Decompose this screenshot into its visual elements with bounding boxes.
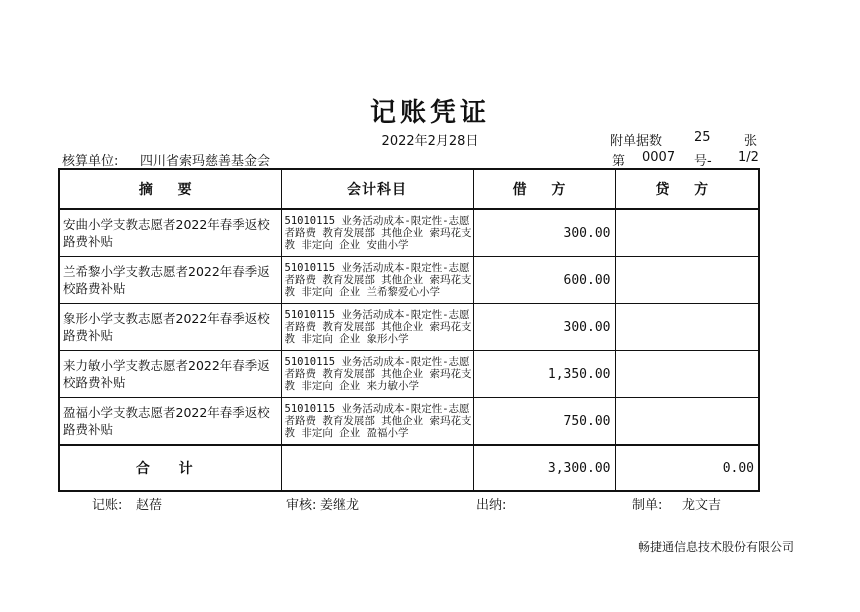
row-credit (615, 209, 759, 257)
row-debit: 750.00 (473, 398, 615, 446)
row-summary: 象形小学支教志愿者2022年春季返校路费补贴 (59, 304, 281, 351)
table-row (59, 257, 759, 304)
table-row (59, 304, 759, 351)
bookkeeper-name: 赵蓓 (136, 498, 163, 513)
header-debit: 借 方 (473, 169, 615, 209)
row-summary: 来力敏小学支教志愿者2022年春季返校路费补贴 (59, 351, 281, 398)
row-debit: 300.00 (473, 209, 615, 257)
preparer-label: 制单: (632, 498, 663, 513)
row-credit (615, 304, 759, 351)
row-summary: 安曲小学支教志愿者2022年春季返校路费补贴 (59, 209, 281, 257)
table-header-row (59, 169, 759, 209)
table-row (59, 209, 759, 257)
row-subject: 51010115 业务活动成本-限定性-志愿者路费 教育发展部 其他企业 索玛花支教 非定向 企业 安曲小学 (281, 209, 473, 257)
row-debit: 1,350.00 (473, 351, 615, 398)
table-row (59, 398, 759, 446)
header-summary: 摘 要 (59, 169, 281, 209)
row-subject: 51010115 业务活动成本-限定性-志愿者路费 教育发展部 其他企业 索玛花支教 非定向 企业 兰希黎爱心小学 (281, 257, 473, 304)
voucher-title: 记账凭证 (369, 98, 490, 128)
total-debit: 3,300.00 (473, 445, 615, 491)
row-debit: 300.00 (473, 304, 615, 351)
total-credit: 0.00 (615, 445, 759, 491)
software-company: 畅捷通信息技术股份有限公司 (637, 540, 794, 554)
voucher-table (58, 168, 760, 492)
row-summary: 盈福小学支教志愿者2022年春季返校路费补贴 (59, 398, 281, 446)
page-indicator: 1/2 (738, 150, 759, 165)
unit-label: 核算单位: (62, 154, 119, 169)
attachments-unit: 张 (744, 134, 758, 149)
number-prefix: 第 (612, 154, 626, 169)
total-subject-blank (281, 445, 473, 491)
row-credit (615, 351, 759, 398)
row-credit (615, 257, 759, 304)
header-credit: 贷 方 (615, 169, 759, 209)
table-row (59, 351, 759, 398)
preparer-name: 龙文吉 (682, 498, 722, 513)
total-row (59, 445, 759, 491)
row-subject: 51010115 业务活动成本-限定性-志愿者路费 教育发展部 其他企业 索玛花支教 非定向 企业 来力敏小学 (281, 351, 473, 398)
attachments-label: 附单据数 (610, 134, 663, 149)
voucher-date: 2022年2月28日 (381, 134, 479, 149)
reviewer-name: 姜继龙 (320, 498, 360, 513)
total-label (59, 445, 281, 491)
attachments-count: 25 (694, 130, 711, 145)
row-subject: 51010115 业务活动成本-限定性-志愿者路费 教育发展部 其他企业 索玛花支教 非定向 企业 象形小学 (281, 304, 473, 351)
bookkeeper-label: 记账: (92, 498, 123, 513)
voucher-number: 0007 (642, 150, 676, 165)
row-summary: 兰希黎小学支教志愿者2022年春季返校路费补贴 (59, 257, 281, 304)
unit-name: 四川省索玛慈善基金会 (140, 154, 271, 169)
total-label-text: 合 计 (135, 461, 205, 477)
cashier-label: 出纳: (476, 498, 507, 513)
row-subject: 51010115 业务活动成本-限定性-志愿者路费 教育发展部 其他企业 索玛花支教 非定向 企业 盈福小学 (281, 398, 473, 446)
row-credit (615, 398, 759, 446)
reviewer-label: 审核: (286, 498, 317, 513)
header-subject: 会计科目 (281, 169, 473, 209)
row-debit: 600.00 (473, 257, 615, 304)
number-suffix: 号- (694, 154, 712, 169)
